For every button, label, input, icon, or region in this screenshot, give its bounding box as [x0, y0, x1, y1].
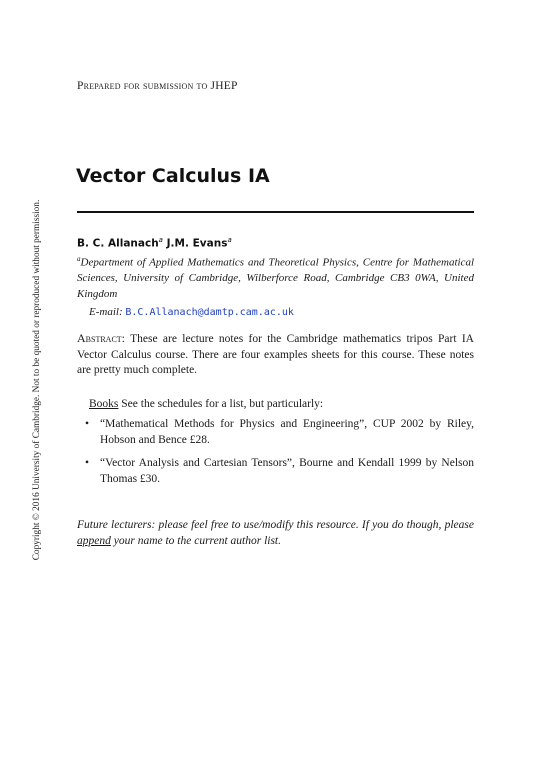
- book-item-text: “Vector Analysis and Cartesian Tensors”, Bourne and Kendall 1999 by Nelson Thomas £30.: [100, 457, 474, 485]
- author-name: B. C. Allanach: [77, 237, 159, 250]
- bullet-icon: •: [85, 418, 90, 430]
- author-mark: a: [227, 236, 232, 244]
- future-underlined: append: [77, 534, 111, 547]
- title-rule: [77, 211, 474, 213]
- affiliation-mark: a: [77, 255, 81, 263]
- submission-header: Prepared for submission to JHEP: [77, 80, 238, 92]
- email-label: E-mail:: [89, 306, 123, 318]
- future-lecturers-note: [77, 518, 474, 549]
- bullet-icon: •: [85, 457, 90, 469]
- books-text: See the schedules for a list, but particularly:: [121, 398, 324, 410]
- future-text-after: your name to the current author list.: [110, 534, 282, 547]
- books-intro: [89, 398, 323, 410]
- book-item-text: “Mathematical Methods for Physics and Engineering”, CUP 2002 by Riley, Hobson and Bence £28.: [100, 418, 474, 446]
- abstract: [77, 331, 474, 379]
- abstract-label: Abstract:: [77, 331, 126, 345]
- list-item: [77, 456, 474, 487]
- affiliation-text: Department of Applied Mathematics and Theoretical Physics, Centre for Mathematical Sciences, University of Cambridge, Wilberforce Road, Cambridge CB3 0WA, United Kingdom: [77, 256, 474, 300]
- author-list: [77, 236, 232, 250]
- email-line: [89, 306, 294, 318]
- copyright-text: Copyright © 2016 University of Cambridge. Not to be quoted or reproduced without permission.: [32, 199, 42, 561]
- paper-title: Vector Calculus IA: [76, 165, 270, 187]
- copyright-sidebar: [31, 200, 43, 560]
- future-text-before: Future lecturers: please feel free to use/modify this resource. If you do though, please: [77, 519, 474, 531]
- list-item: [77, 417, 474, 448]
- author-name: J.M. Evans: [166, 237, 228, 250]
- affiliation: [77, 252, 474, 302]
- book-list: [77, 417, 474, 495]
- author-mark: a: [158, 236, 163, 244]
- abstract-text: These are lecture notes for the Cambridge mathematics tripos Part IA Vector Calculus course. There are four examples sheets for this course. These notes are pretty much complete.: [77, 333, 474, 376]
- books-label: Books: [89, 398, 119, 410]
- email-link[interactable]: B.C.Allanach@damtp.cam.ac.uk: [125, 307, 294, 318]
